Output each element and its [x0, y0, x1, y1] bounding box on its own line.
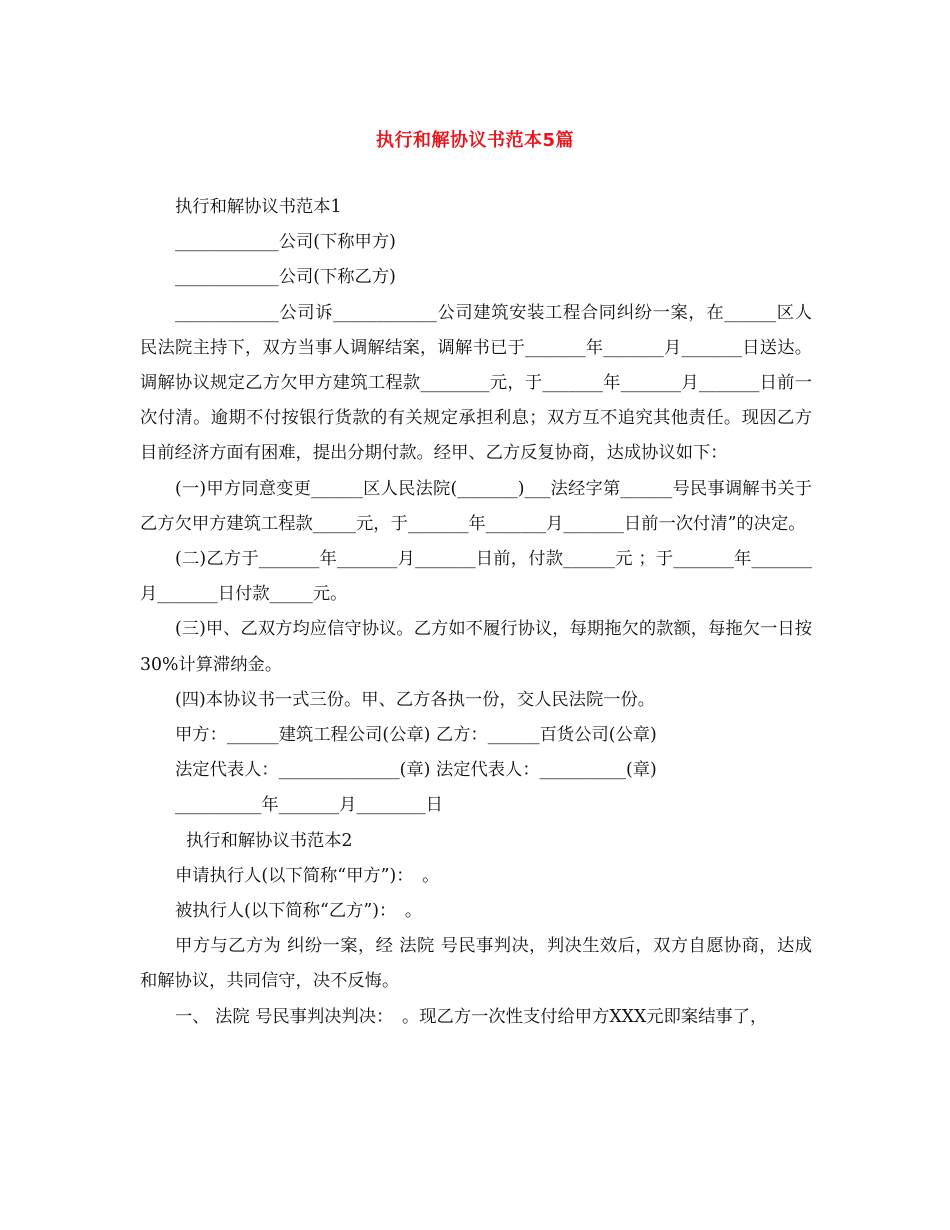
case-background-paragraph: ____________公司诉____________公司建筑安装工程合同纠纷一案，在______区人民法院主持下，双方当事人调解结案，调解书已于_______年_______月_______日送达。调解协议规定乙方欠甲方建筑工程款________元，于_______年_______月_______日前一次付清。逾期不付按银行货款的有关规定承担利息；双方互不追究其他责任。现因乙方目前经济方面有困难，提出分期付款。经甲、乙方反复协商，达成协议如下： [140, 302, 812, 464]
section-heading-2: 执行和解协议书范本2 [186, 830, 353, 851]
respondent-line: 被执行人(以下简称“乙方”)： 。 [175, 901, 423, 922]
date-line: __________年_______月________日 [175, 795, 443, 816]
signature-parties-line: 甲方：______建筑工程公司(公章) 乙方：______百货公司(公章) [175, 725, 657, 746]
clause-4-paragraph: (四)本协议书一式三份。甲、乙方各执一份，交人民法院一份。 [175, 689, 656, 710]
legal-representative-line: 法定代表人：______________(章) 法定代表人：__________(章) [175, 760, 657, 781]
clause-3-paragraph: (三)甲、乙双方均应信守协议。乙方如不履行协议，每期拖欠的款额，每拖欠一日按30%计算滞纳金。 [140, 619, 812, 675]
settlement-intro-paragraph: 甲方与乙方为 纠纷一案，经 法院 号民事判决，判决生效后，双方自愿协商，达成和解协议，共同信守，决不反悔。 [140, 936, 812, 992]
party-b-line: ____________公司(下称乙方) [175, 267, 396, 288]
clause-2-paragraph: (二)乙方于_______年_______月_______日前，付款______元 ；于_______年_______月_______日付款_____元。 [140, 549, 812, 605]
applicant-line: 申请执行人(以下简称“甲方”)： 。 [175, 865, 440, 886]
item-1-paragraph: 一、 法院 号民事判决判决： 。现乙方一次性支付给甲方XXX元即案结事了， [175, 1006, 768, 1027]
party-a-line: ____________公司(下称甲方) [175, 232, 396, 253]
section-heading-1: 执行和解协议书范本1 [175, 197, 342, 217]
clause-1-paragraph: (一)甲方同意变更______区人民法院(_______)___法经字第______号民事调解书关于乙方欠甲方建筑工程款_____元，于_______年_______月_______日前一次付清”的决定。 [140, 478, 812, 534]
document-title: 执行和解协议书范本5篇 [375, 130, 575, 151]
document-body [140, 190, 812, 1035]
